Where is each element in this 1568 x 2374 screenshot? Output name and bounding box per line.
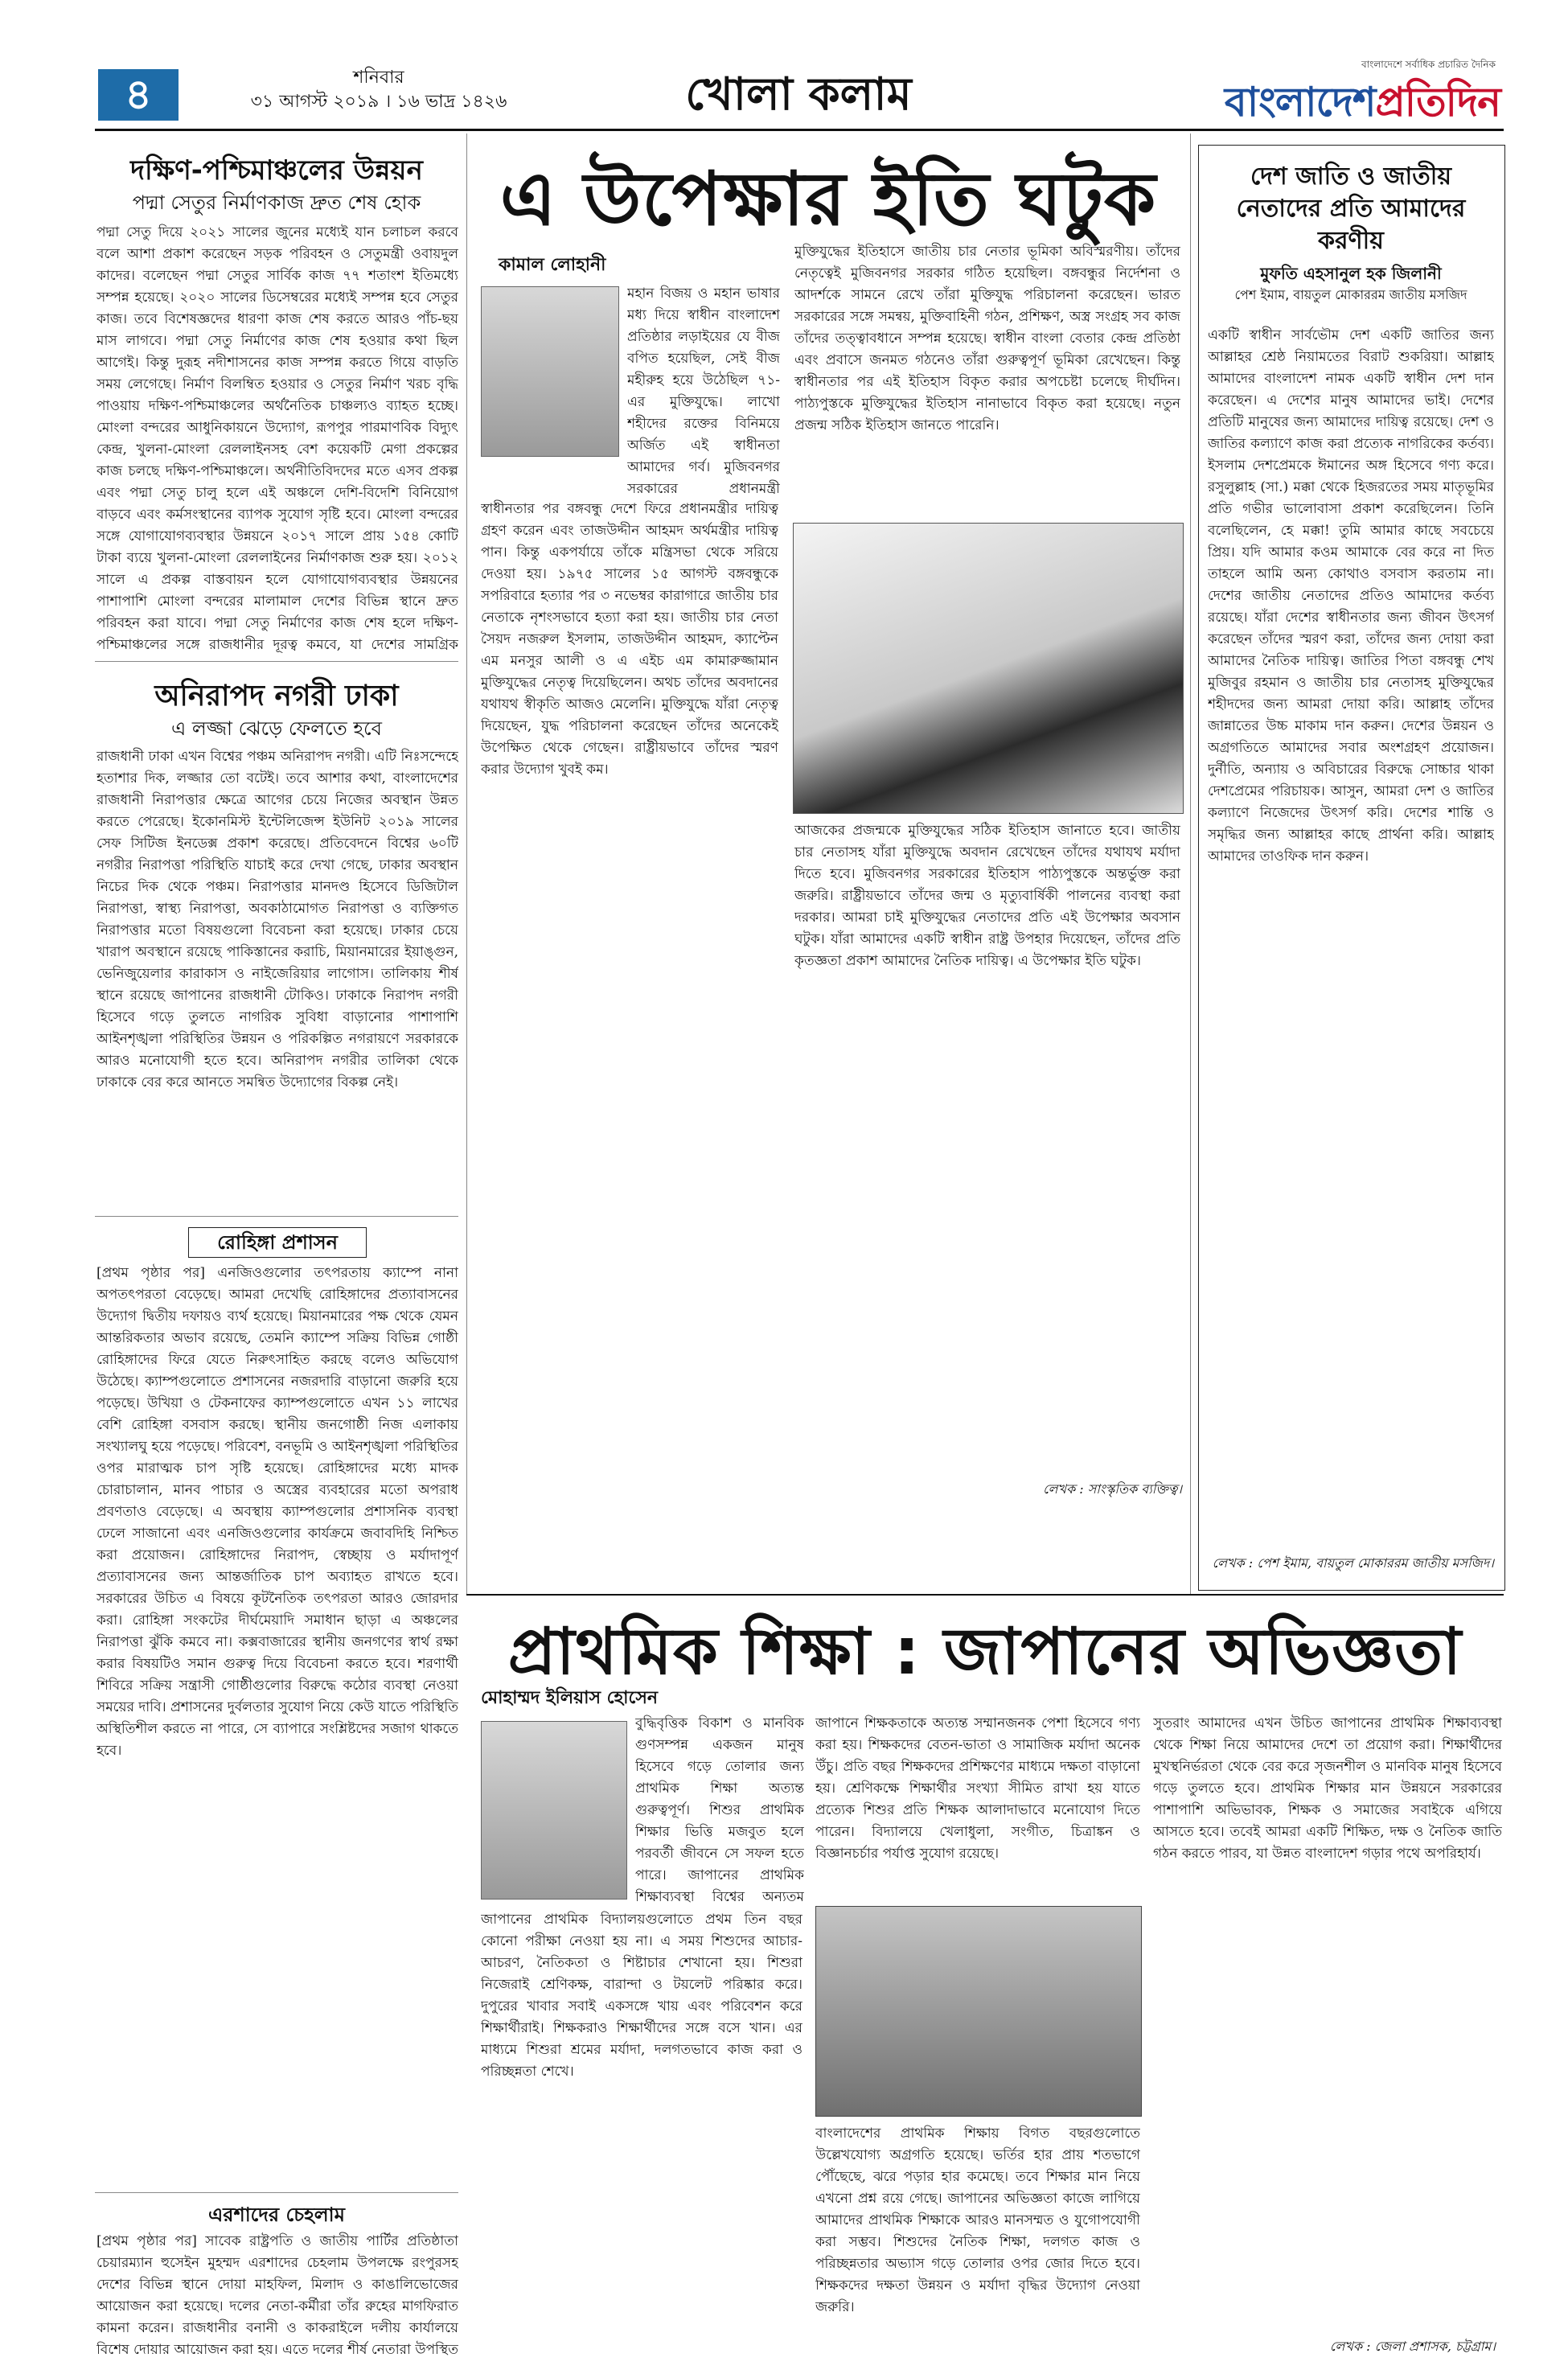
bottom-article-body-2: জাপানের প্রাথমিক বিদ্যালয়গুলোতে প্রথম তিন বছর কোনো পরীক্ষা নেওয়া হয় না। এ সময় শিশুদের আচার-আচরণ, নৈতিকতা ও শিষ্টাচার শেখানো হয়। শিশুরা নিজেরাই শ্রেণিকক্ষ, বারান্দা ও টয়লেট পরিষ্কার করে। দুপুরের খাবার সবাই একসঙ্গে খায় এবং পরিবেশন করে শিক্ষার্থীরাই। শিক্ষকরাও শিক্ষার্থীদের সঙ্গে বসে খান। এর মাধ্যমে শিশুরা শ্রমের মর্যাদা, দলগতভাবে কাজ করা ও পরিচ্ছন্নতা শেখে। (481, 1912, 802, 2080)
logo-tagline: বাংলাদেশে সর্বাধিক প্রচারিত দৈনিক (1361, 59, 1496, 70)
page-number: ৪ (98, 69, 179, 121)
left-article-4-body: [প্রথম পৃষ্ঠার পর] সাবেক রাষ্ট্রপতি ও জাতীয় পার্টির প্রতিষ্ঠাতা চেয়ারম্যান হুসেইন মুহম্মদ এরশাদের চেহলাম উপলক্ষে রংপুরসহ দেশের বিভিন্ন স্থানে দোয়া মাহফিল, মিলাদ ও কাঙালিভোজের আয়োজন করা হয়েছে। দলের নেতা-কর্মীরা তাঁর রুহের মাগফিরাত কামনা করেন। রাজধানীর বনানী ও কাকরাইলে দলীয় কার্যালয়ে বিশেষ দোয়ার আয়োজন করা হয়। এতে দলের শীর্ষ নেতারা উপস্থিত (96, 2233, 458, 2358)
left-article-3-title: রোহিঙ্গা প্রশাসন (217, 1231, 338, 1254)
bottom-article-body-4: বাংলাদেশের প্রাথমিক শিক্ষায় বিগত বছরগুলোতে উল্লেখযোগ্য অগ্রগতি হয়েছে। ভর্তির হার প্রায় শতভাগে পৌঁছেছে, ঝরে পড়ার হার কমেছে। তবে শিক্ষার মান নিয়ে এখনো প্রশ্ন রয়ে গেছে। জাপানের অভিজ্ঞতা কাজে লাগিয়ে আমাদের প্রাথমিক শিক্ষাকে আরও মানসম্মত ও যুগোপযোগী করা সম্ভব। শিশুদের নৈতিক শিক্ষা, দলগত কাজ ও পরিচ্ছন্নতার অভ্যাস গড়ে তোলার ওপর জোর দিতে হবে। শিক্ষকদের দক্ষতা উন্নয়ন ও মর্যাদা বৃদ্ধির উদ্যোগ নেওয়া জরুরি। (815, 2126, 1140, 2315)
edition-day: শনিবার (353, 68, 404, 88)
bottom-author-photo (481, 1721, 627, 1900)
edition-date: ৩১ আগস্ট ২০১৯ । ১৬ ভাদ্র ১৪২৬ (250, 92, 507, 112)
left-article-1-title: দক্ষিণ-পশ্চিমাঞ্চলের উন্নয়ন (130, 154, 423, 187)
left-article-3-body: [প্রথম পৃষ্ঠার পর] এনজিওগুলোর তৎপরতায় ক্যাম্পে নানা অপতৎপরতা বেড়েছে। আমরা দেখেছি রোহিঙ্গাদের প্রত্যাবাসনের উদ্যোগ দ্বিতীয় দফায়ও ব্যর্থ হয়েছে। মিয়ানমারের পক্ষ থেকে যেমন আন্তরিকতার অভাব রয়েছে, তেমনি ক্যাম্পে সক্রিয় বিভিন্ন গোষ্ঠী রোহিঙ্গাদের ফিরে যেতে নিরুৎসাহিত করছে বলেও অভিযোগ উঠেছে। ক্যাম্পগুলোতে প্রশাসনের নজরদারি বাড়ানো জরুরি হয়ে পড়েছে। উখিয়া ও টেকনাফের ক্যাম্পগুলোতে এখন ১১ লাখের বেশি রোহিঙ্গা বসবাস করছে। স্থানীয় জনগোষ্ঠী নিজ এলাকায় সংখ্যালঘু হয়ে পড়েছে। পরিবেশ, বনভূমি ও আইনশৃঙ্খলা পরিস্থিতির ওপর মারাত্মক চাপ সৃষ্টি হয়েছে। রোহিঙ্গাদের মধ্যে মাদক চোরাচালান, মানব পাচার ও অস্ত্রের ব্যবহারের মতো অপরাধ প্রবণতাও বেড়েছে। এ অবস্থায় ক্যাম্পগুলোর প্রশাসনিক ব্যবস্থা ঢেলে সাজানো এবং এনজিওগুলোর কার্যক্রমে জবাবদিহি নিশ্চিত করা প্রয়োজন। রোহিঙ্গাদের নিরাপদ, স্বেচ্ছায় ও মর্যাদাপূর্ণ প্রত্যাবাসনের জন্য আন্তর্জাতিক চাপ অব্যাহত রাখতে হবে। সরকারের উচিত এ বিষয়ে কূটনৈতিক তৎপরতা আরও জোরদার করা। রোহিঙ্গা সংকটের দীর্ঘমেয়াদি সমাধান ছাড়া এ অঞ্চলের নিরাপত্তা ঝুঁকি কমবে না। কক্সবাজারের স্থানীয় জনগণের স্বার্থ রক্ষা করার বিষয়টিও সমান গুরুত্ব দিয়ে বিবেচনা করতে হবে। শরণার্থী শিবিরে সক্রিয় সন্ত্রাসী গোষ্ঠীগুলোর বিরুদ্ধে কঠোর ব্যবস্থা নেওয়া সময়ের দাবি। প্রশাসনের দুর্বলতার সুযোগ নিয়ে কেউ যাতে পরিস্থিতি অস্থিতিশীল করতে না পারে, সে ব্যাপারে সংশ্লিষ্টদের সজাগ থাকতে হবে। (96, 1265, 458, 1759)
right-article-footer: লেখক : পেশ ইমাম, বায়তুল মোকাররম জাতীয় মসজিদ। (1212, 1555, 1494, 1571)
bottom-headline: প্রাথমিক শিক্ষা : জাপানের অভিজ্ঞতা (507, 1614, 1463, 1689)
bottom-article-footer: লেখক : জেলা প্রশাসক, চট্টগ্রাম। (1329, 2339, 1496, 2354)
logo-part-1: বাংলাদেশ (1224, 79, 1376, 125)
main-article-body-2: স্বাধীনতার পর বঙ্গবন্ধু দেশে ফিরে প্রধানমন্ত্রীর দায়িত্ব গ্রহণ করেন এবং তাজউদ্দীন আহমদ অর্থমন্ত্রীর দায়িত্ব পান। কিন্তু একপর্যায়ে তাঁকে মন্ত্রিসভা থেকে সরিয়ে দেওয়া হয়। ১৯৭৫ সালের ১৫ আগস্ট বঙ্গবন্ধুকে সপরিবারে হত্যার পর ৩ নভেম্বর কারাগারে জাতীয় চার নেতাকে নৃশংসভাবে হত্যা করা হয়। জাতীয় চার নেতা সৈয়দ নজরুল ইসলাম, তাজউদ্দীন আহমদ, ক্যাপ্টেন এম মনসুর আলী ও এ এইচ এম কামারুজ্জামান মুক্তিযুদ্ধের নেতৃত্ব দিয়েছিলেন। অথচ তাঁদের অবদানের যথাযথ স্বীকৃতি আজও মেলেনি। মুক্তিযুদ্ধে যাঁরা নেতৃত্ব দিয়েছেন, যুদ্ধ পরিচালনা করেছেন তাঁদের অনেকেই উপেক্ষিত থেকে গেছেন। রাষ্ট্রীয়ভাবে তাঁদের স্মরণ করার উদ্যোগ খুবই কম। (481, 501, 778, 778)
right-article-author: মুফতি এহসানুল হক জিলানী (1260, 264, 1442, 283)
edition-date-block (246, 66, 511, 114)
left-article-3-title-box (188, 1227, 367, 1258)
main-headline: এ উপেক্ষার ইতি ঘটুক (499, 156, 1157, 242)
article-divider (95, 1216, 458, 1217)
left-article-4-title: এরশাদের চেহলাম (208, 2204, 345, 2226)
header-rule (95, 129, 1504, 131)
fountain-pen-illustration (793, 523, 1184, 814)
main-byline: কামাল লোহানী (499, 255, 606, 275)
left-article-2-subtitle: এ লজ্জা ঝেড়ে ফেলতে হবে (171, 717, 382, 740)
article-divider (95, 661, 458, 662)
column-divider (466, 133, 467, 1594)
section-title: খোলা কলাম (685, 68, 912, 121)
author-photo (481, 286, 619, 457)
classroom-photo (815, 1906, 1142, 2117)
right-article-author-role: পেশ ইমাম, বায়তুল মোকাররম জাতীয় মসজিদ (1234, 287, 1467, 302)
logo-part-2: প্রতিদিন (1375, 79, 1500, 125)
main-article-body-4: আজকের প্রজন্মকে মুক্তিযুদ্ধের সঠিক ইতিহাস জানাতে হবে। জাতীয় চার নেতাসহ যাঁরা মুক্তিযুদ্ধে অবদান রেখেছেন তাঁদের যথাযথ মর্যাদা দিতে হবে। মুজিবনগর সরকারের ইতিহাস পাঠ্যপুস্তকে অন্তর্ভুক্ত করা জরুরি। রাষ্ট্রীয়ভাবে তাঁদের জন্ম ও মৃত্যুবার্ষিকী পালনের ব্যবস্থা করা দরকার। আমরা চাই মুক্তিযুদ্ধের নেতাদের প্রতি এই উপেক্ষার অবসান ঘটুক। যাঁরা আমাদের একটি স্বাধীন রাষ্ট্র উপহার দিয়েছেন, তাঁদের প্রতি কৃতজ্ঞতা প্রকাশ আমাদের নৈতিক দায়িত্ব। এ উপেক্ষার ইতি ঘটুক। (794, 823, 1180, 969)
bottom-byline: মোহাম্মদ ইলিয়াস হোসেন (481, 1688, 659, 1708)
left-article-1-subtitle: পদ্মা সেতুর নির্মাণকাজ দ্রুত শেষ হোক (132, 191, 421, 214)
bottom-article-body-5: সুতরাং আমাদের এখন উচিত জাপানের প্রাথমিক শিক্ষাব্যবস্থা থেকে শিক্ষা নিয়ে আমাদের দেশে তা প্রয়োগ করা। শিক্ষার্থীদের মুখস্থনির্ভরতা থেকে বের করে সৃজনশীল ও মানবিক মানুষ হিসেবে গড়ে তুলতে হবে। প্রাথমিক শিক্ষার মান উন্নয়নে সরকারের পাশাপাশি অভিভাবক, শিক্ষক ও সমাজের সবাইকে এগিয়ে আসতে হবে। তবেই আমরা একটি শিক্ষিত, দক্ষ ও নৈতিক জাতি গঠন করতে পারব, যা উন্নত বাংলাদেশ গড়ার পথে অপরিহার্য। (1153, 1715, 1502, 1862)
left-article-2-body: রাজধানী ঢাকা এখন বিশ্বের পঞ্চম অনিরাপদ নগরী। এটি নিঃসন্দেহে হতাশার দিক, লজ্জার তো বটেই। তবে আশার কথা, বাংলাদেশের রাজধানী নিরাপত্তার ক্ষেত্রে আগের চেয়ে নিজের অবস্থান উন্নত করতে পেরেছে। ইকোনমিস্ট ইন্টেলিজেন্স ইউনিট ২০১৯ সালের সেফ সিটিজ ইনডেক্স প্রকাশ করেছে। প্রতিবেদনে বিশ্বের ৬০টি নগরীর নিরাপত্তা পরিস্থিতি যাচাই করে দেখা গেছে, ঢাকার অবস্থান নিচের দিক থেকে পঞ্চম। নিরাপত্তার মানদণ্ড হিসেবে ডিজিটাল নিরাপত্তা, স্বাস্থ্য নিরাপত্তা, অবকাঠামোগত নিরাপত্তা ও ব্যক্তিগত নিরাপত্তার মতো বিষয়গুলো বিবেচনা করা হয়েছে। ঢাকার চেয়ে খারাপ অবস্থানে রয়েছে পাকিস্তানের করাচি, মিয়ানমারের ইয়াঙ্গুন, ভেনিজুয়েলার কারাকাস ও নাইজেরিয়ার লাগোস। তালিকায় শীর্ষ স্থানে রয়েছে জাপানের রাজধানী টোকিও। ঢাকাকে নিরাপদ নগরী হিসেবে গড়ে তুলতে নাগরিক সুবিধা বাড়ানোর পাশাপাশি আইনশৃঙ্খলা পরিস্থিতির উন্নয়ন ও পরিকল্পিত নগরায়ণে সরকারকে আরও মনোযোগী হতে হবে। অনিরাপদ নগরীর তালিকা থেকে ঢাকাকে বের করে আনতে সমন্বিত উদ্যোগের বিকল্প নেই। (96, 749, 458, 1090)
main-article-body-3: মুক্তিযুদ্ধের ইতিহাসে জাতীয় চার নেতার ভূমিকা অবিস্মরণীয়। তাঁদের নেতৃত্বেই মুজিবনগর সরকার গঠিত হয়েছিল। বঙ্গবন্ধুর নির্দেশনা ও আদর্শকে সামনে রেখে তাঁরা মুক্তিযুদ্ধ পরিচালনা করেছেন। ভারত সরকারের সঙ্গে সমন্বয়, মুক্তিবাহিনী গঠন, প্রশিক্ষণ, অস্ত্র সংগ্রহ সব কাজ তাঁদের তত্ত্বাবধানে সম্পন্ন হয়েছে। স্বাধীন বাংলা বেতার কেন্দ্র প্রতিষ্ঠা এবং প্রবাসে জনমত গঠনেও তাঁরা গুরুত্বপূর্ণ ভূমিকা রেখেছেন। কিন্তু স্বাধীনতার পর এই ইতিহাস বিকৃত করার অপচেষ্টা চলেছে দীর্ঘদিন। পাঠ্যপুস্তকে মুক্তিযুদ্ধের ইতিহাস নানাভাবে বিকৃত করা হয়েছে। নতুন প্রজন্ম সঠিক ইতিহাস জানতে পারেনি। (794, 244, 1180, 433)
column-divider (1190, 133, 1191, 1594)
left-article-2-title: অনিরাপদ নগরী ঢাকা (154, 680, 399, 713)
main-article-footer: লেখক : সাংস্কৃতিক ব্যক্তিত্ব। (1043, 1481, 1182, 1497)
bottom-article-body-1: বুদ্ধিবৃত্তিক বিকাশ ও মানবিক গুণসম্পন্ন একজন মানুষ হিসেবে গড়ে তোলার জন্য প্রাথমিক শিক্ষা অত্যন্ত গুরুত্বপূর্ণ। শিশুর প্রাথমিক শিক্ষার ভিত্তি মজবুত হলে পরবর্তী জীবনে সে সফল হতে পারে। জাপানের প্রাথমিক শিক্ষাব্যবস্থা বিশ্বের অন্যতম (635, 1715, 804, 1905)
right-article-body: একটি স্বাধীন সার্বভৌম দেশ একটি জাতির জন্য আল্লাহর শ্রেষ্ঠ নিয়ামতের বিরাট শুকরিয়া। আল্লাহ আমাদের বাংলাদেশ নামক একটি স্বাধীন দেশ দান করেছেন। এ দেশের মানুষ আমাদের ভাই। দেশের প্রতিটি মানুষের জন্য আমাদের দায়িত্ব রয়েছে। দেশ ও জাতির কল্যাণে কাজ করা প্রত্যেক নাগরিকের কর্তব্য। ইসলাম দেশপ্রেমকে ঈমানের অঙ্গ হিসেবে গণ্য করে। রসুলুল্লাহ (সা.) মক্কা থেকে হিজরতের সময় মাতৃভূমির প্রতি গভীর ভালোবাসা প্রকাশ করেছিলেন। তিনি বলেছিলেন, হে মক্কা! তুমি আমার কাছে সবচেয়ে প্রিয়। যদি আমার কওম আমাকে বের করে না দিত তাহলে আমি অন্য কোথাও বসবাস করতাম না। দেশের জাতীয় নেতাদের প্রতিও আমাদের কর্তব্য রয়েছে। যাঁরা দেশের স্বাধীনতার জন্য জীবন উৎসর্গ করেছেন তাঁদের স্মরণ করা, তাঁদের জন্য দোয়া করা আমাদের নৈতিক দায়িত্ব। জাতির পিতা বঙ্গবন্ধু শেখ মুজিবুর রহমান ও জাতীয় চার নেতাসহ মুক্তিযুদ্ধের শহীদদের জন্য আমরা দোয়া করি। আল্লাহ তাঁদের জান্নাতের উচ্চ মাকাম দান করুন। দেশের উন্নয়ন ও অগ্রগতিতে আমাদের সবার অংশগ্রহণ প্রয়োজন। দুর্নীতি, অন্যায় ও অবিচারের বিরুদ্ধে সোচ্চার থাকা দেশপ্রেমের পরিচায়ক। আসুন, আমরা দেশ ও জাতির কল্যাণে নিজেদের উৎসর্গ করি। দেশের শান্তি ও সমৃদ্ধির জন্য আল্লাহর কাছে প্রার্থনা করি। আল্লাহ আমাদের তাওফিক দান করুন। (1208, 327, 1494, 865)
bottom-article-rule (466, 1594, 1504, 1596)
main-article-body-1: মহান বিজয় ও মহান ভাষার মধ্য দিয়ে স্বাধীন বাংলাদেশ প্রতিষ্ঠার লড়াইয়ের যে বীজ বপিত হয়েছিল, সেই বীজ মহীরুহ হয়ে উঠেছিল ৭১-এর মুক্তিযুদ্ধে। লাখো শহীদের রক্তের বিনিময়ে অর্জিত এই স্বাধীনতা আমাদের গর্ব। মুজিবনগর সরকারের প্রধানমন্ত্রী (627, 285, 780, 497)
right-article-title: দেশ জাতি ও জাতীয় নেতাদের প্রতি আমাদের করণীয় (1236, 162, 1466, 255)
article-divider (95, 2192, 458, 2193)
bottom-article-body-3: জাপানে শিক্ষকতাকে অত্যন্ত সম্মানজনক পেশা হিসেবে গণ্য করা হয়। শিক্ষকদের বেতন-ভাতা ও সামাজিক মর্যাদা অনেক উঁচু। প্রতি বছর শিক্ষকদের প্রশিক্ষণের মাধ্যমে দক্ষতা বাড়ানো হয়। শ্রেণিকক্ষে শিক্ষার্থীর সংখ্যা সীমিত রাখা হয় যাতে প্রত্যেক শিশুর প্রতি শিক্ষক আলাদাভাবে মনোযোগ দিতে পারেন। বিদ্যালয়ে খেলাধুলা, সংগীত, চিত্রাঙ্কন ও বিজ্ঞানচর্চার পর্যাপ্ত সুযোগ রয়েছে। (815, 1715, 1140, 1862)
left-article-1-body: পদ্মা সেতু দিয়ে ২০২১ সালের জুনের মধ্যেই যান চলাচল করবে বলে আশা প্রকাশ করেছেন সড়ক পরিবহন ও সেতুমন্ত্রী ওবায়দুল কাদের। বলেছেন পদ্মা সেতুর সার্বিক কাজ ৭৭ শতাংশ ইতিমধ্যে সম্পন্ন হয়েছে। ২০২০ সালের ডিসেম্বরের মধ্যেই সম্পন্ন হবে সেতুর কাজ। তবে বিশেষজ্ঞদের ধারণা কাজ শেষ করতে আরও পাঁচ-ছয় মাস লাগবে। পদ্মা সেতু নির্মাণের কাজ শেষ হওয়ার কথা ছিল আগেই। কিন্তু দুরূহ নদীশাসনের কাজ সম্পন্ন করতে গিয়ে বাড়তি সময় লেগেছে। নির্মাণ বিলম্বিত হওয়ার ও সেতুর নির্মাণ খরচ বৃদ্ধি পাওয়ায় দক্ষিণ-পশ্চিমাঞ্চলের অর্থনৈতিক চাঞ্চল্যও ব্যাহত হচ্ছে। মোংলা বন্দরের আধুনিকায়নে উদ্যোগ, রূপপুর পারমাণবিক বিদ্যুৎ কেন্দ্র, খুলনা-মোংলা রেললাইনসহ বেশ কয়েকটি মেগা প্রকল্পের কাজ চলছে দক্ষিণ-পশ্চিমাঞ্চলে। অর্থনীতিবিদদের মতে এসব প্রকল্প এবং পদ্মা সেতু চালু হলে এই অঞ্চলে দেশি-বিদেশি বিনিয়োগ বাড়বে এবং কর্মসংস্থানের ব্যাপক সুযোগ সৃষ্টি হবে। মোংলা বন্দরের সঙ্গে যোগাযোগব্যবস্থার উন্নয়নে ২০১৭ সালে প্রায় ১৫৪ কোটি টাকা ব্যয়ে খুলনা-মোংলা রেললাইনের নির্মাণকাজ শুরু হয়। ২০১২ সালে এ প্রকল্প বাস্তবায়ন হলে যোগাযোগব্যবস্থার উন্নয়নের পাশাপাশি মোংলা বন্দরের মালামাল দেশের বিভিন্ন স্থানে দ্রুত পরিবহন করা যাবে। পদ্মা সেতু নির্মাণের কাজ শেষ হলে দক্ষিণ-পশ্চিমাঞ্চলের সঙ্গে রাজধানীর দূরত্ব কমবে, যা দেশের সামগ্রিক (96, 224, 458, 653)
